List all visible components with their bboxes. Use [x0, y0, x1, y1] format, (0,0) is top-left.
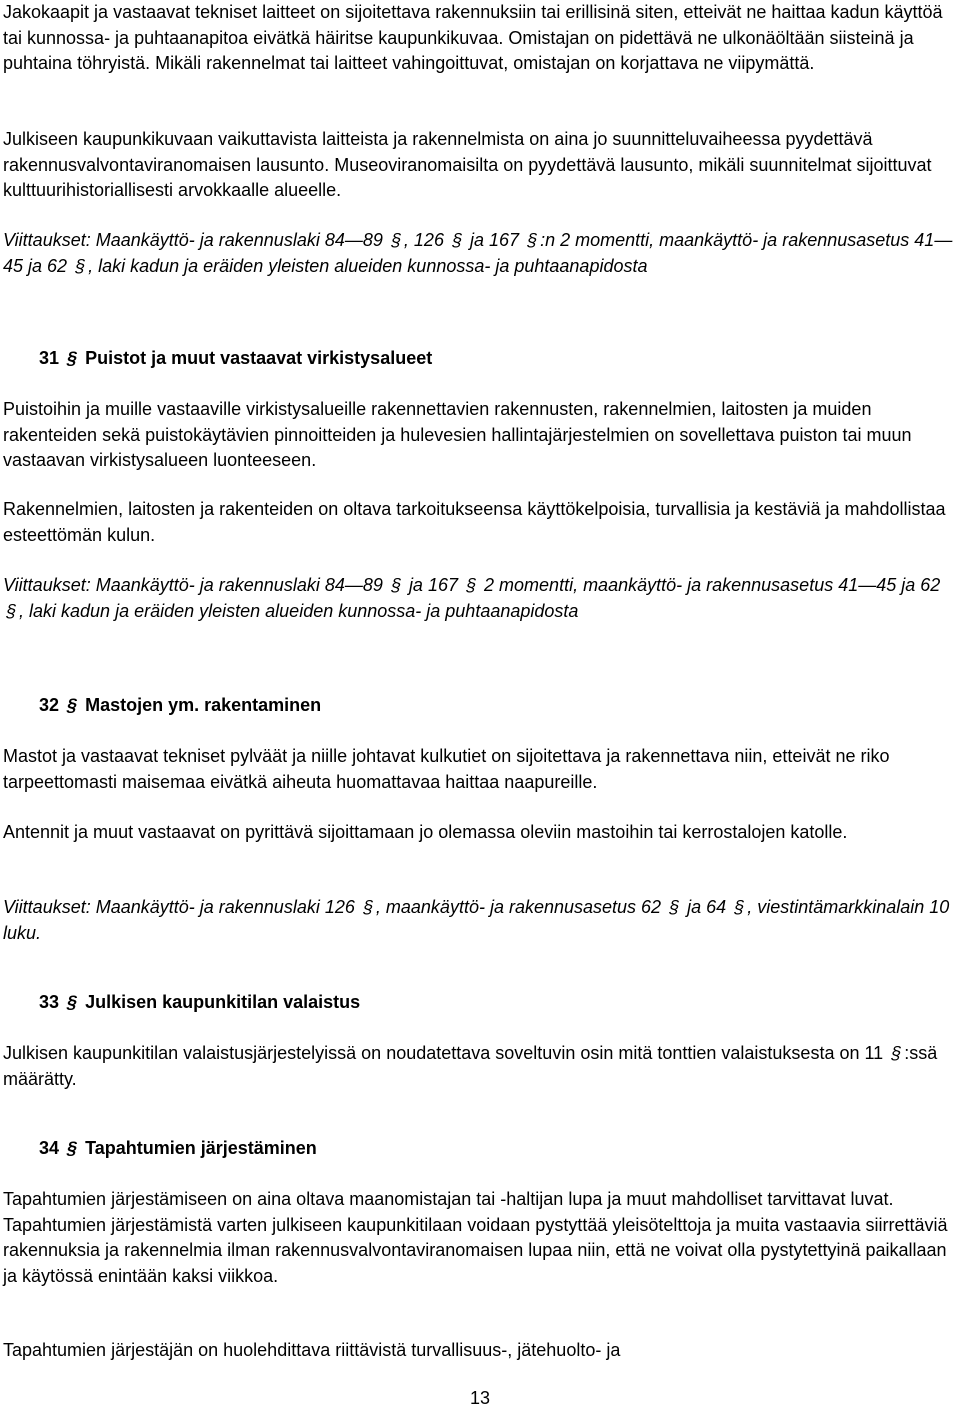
- paragraph-9: Tapahtumien järjestämistä varten julkiseen kaupunkitilaan voidaan pystyttää yleisötelttoja ja muita vastaavia siirrettäviä rakennuksia ja rakennelmia ilman rakennusvalvontaviranomaisen lupaa niin, että ne voivat olla pystytettyinä paikallaan ja käytössä enintään kaksi viikkoa.: [3, 1214, 948, 1286]
- section-32-title: Mastojen ym. rakentaminen: [85, 695, 322, 715]
- section-symbol: §: [450, 230, 465, 250]
- ref3-part-b: , maankäyttö- ja rakennusasetus 62: [375, 897, 662, 917]
- ref3-part-a: Viittaukset: Maankäyttö- ja rakennuslaki 126: [3, 897, 355, 917]
- paragraph-7-block: [3, 1041, 957, 1092]
- paragraph-7: [3, 1041, 957, 1092]
- ref2-part-d: 2 momentti, maankäyttö- ja rakennusasetus 41: [484, 575, 859, 595]
- paragraph-4: Rakennelmien, laitosten ja rakenteiden on oltava tarkoitukseensa käyttökelpoisia, turvallisia ja kestäviä ja mahdollistaa esteettömän kulun.: [3, 499, 946, 545]
- dash-symbol: —: [934, 230, 953, 250]
- ref1-part-e: :n 2 momentti, maankäyttö- ja rakennusasetus 41: [540, 230, 935, 250]
- paragraph-2: Julkiseen kaupunkikuvaan vaikuttavista laitteista ja rakennelmista on aina jo suunnitteluvaiheessa pyydettävä rakennusvalvontaviranomaisen lausunto. Museoviranomaisilta on pyydettävä lausunto, mikäli suunnitelmat sijoittuvat kulttuurihistoriallisesti arvokkaalle alueelle.: [3, 129, 932, 200]
- ref2-part-c: ja 167: [408, 575, 458, 595]
- section-31-heading: [3, 346, 957, 372]
- paragraph-8-block: [3, 1187, 957, 1289]
- section-symbol: §: [65, 992, 80, 1012]
- ref2-part-a: Viittaukset: Maankäyttö- ja rakennuslaki 84: [3, 575, 345, 595]
- section-31-number: 31: [39, 348, 60, 368]
- ref3-part-c: ja 64: [687, 897, 727, 917]
- paragraph-10: Tapahtumien järjestäjän on huolehdittava riittävistä turvallisuus-, jätehuolto- ja: [3, 1340, 621, 1360]
- section-33-heading-block: [3, 990, 957, 1016]
- section-33-number: 33: [39, 992, 60, 1012]
- ref1-part-f: 45 ja 62: [3, 255, 68, 276]
- ref1-part-a: Viittaukset: Maankäyttö- ja rakennuslaki 84: [3, 230, 345, 250]
- section-32-number: 32: [39, 695, 60, 715]
- paragraph-8: Tapahtumien järjestämiseen on aina oltava maanomistajan tai -haltijan lupa ja muut mahdolliset tarvittavat luvat.: [3, 1189, 894, 1209]
- paragraph-4-block: [3, 497, 957, 548]
- ref2-part-f: , laki kadun ja eräiden yleisten alueiden kunnossa- ja puhtaanapidosta: [19, 600, 579, 621]
- section-32-heading-block: [3, 693, 957, 719]
- section-34-heading: [3, 1136, 957, 1162]
- section-symbol: §: [667, 897, 682, 917]
- paragraph-1: Jakokaapit ja vastaavat tekniset laitteet on sijoitettava rakennuksiin tai erillisinä siten, etteivät ne haittaa kadun käyttöä tai kunnossa- ja puhtaanapitoa eivätkä häiritse kaupunkikuvaa. Omistajan on pidettävä ne ulkonäöltään siisteinä ja puhtaina töhryistä. Mikäli rakennelmat tai laitteet vahingoittuvat, omistajan on korjattava ne viipymättä.: [3, 2, 943, 73]
- section-symbol: §: [464, 575, 479, 595]
- section-symbol: §: [65, 1138, 80, 1158]
- ref2-part-b: 89: [362, 575, 383, 595]
- section-34-heading-block: [3, 1136, 957, 1162]
- section-31-title: Puistot ja muut vastaavat virkistysalueet: [85, 348, 433, 368]
- paragraph-2-block: [3, 127, 957, 204]
- section-symbol: §: [388, 575, 404, 595]
- ref2-part-e: 45 ja 62: [876, 575, 941, 595]
- section-symbol: §: [4, 600, 19, 621]
- section-symbol: §: [889, 1043, 904, 1063]
- section-symbol: §: [525, 230, 540, 250]
- ref3-part-d: , viestintämarkkinalain 10 luku.: [3, 897, 950, 943]
- paragraph-1-block: [3, 0, 957, 77]
- dash-symbol: —: [344, 230, 363, 250]
- ref1-part-b: 89: [362, 230, 383, 250]
- page-number: 13: [469, 1388, 491, 1408]
- paragraph-6-block: [3, 820, 957, 846]
- ref1-part-d: ja 167: [470, 230, 520, 250]
- dash-symbol: —: [858, 575, 877, 595]
- section-33-heading: [3, 990, 957, 1016]
- reference-2: [3, 573, 957, 624]
- paragraph-7-part-b: :ssä määrätty.: [3, 1043, 938, 1089]
- paragraph-7-part-a: Julkisen kaupunkitilan valaistusjärjestelyissä on noudatettava soveltuvin osin mitä tonttien valaistuksesta on 11: [3, 1043, 884, 1063]
- section-34-title: Tapahtumien järjestäminen: [85, 1138, 317, 1158]
- section-symbol: §: [732, 897, 747, 917]
- section-34-number: 34: [39, 1138, 60, 1158]
- reference-3-block: [3, 895, 957, 946]
- section-symbol: §: [360, 897, 376, 917]
- section-symbol: §: [65, 695, 80, 715]
- ref1-part-g: , laki kadun ja eräiden yleisten alueiden kunnossa- ja puhtaanapidosta: [88, 255, 648, 276]
- paragraph-3-block: [3, 397, 957, 474]
- section-32-heading: [3, 693, 957, 719]
- section-symbol: §: [73, 255, 88, 276]
- paragraph-10-block: [3, 1338, 957, 1364]
- paragraph-5: Mastot ja vastaavat tekniset pylväät ja niille johtavat kulkutiet on sijoitettava ja rakennettava niin, etteivät ne riko tarpeettomasti maisemaa eivätkä aiheuta huomattavaa haittaa naapureille.: [3, 746, 890, 792]
- paragraph-5-block: [3, 744, 957, 795]
- dash-symbol: —: [344, 575, 363, 595]
- ref1-part-c: , 126: [403, 230, 444, 250]
- paragraph-6: Antennit ja muut vastaavat on pyrittävä sijoittamaan jo olemassa oleviin mastoihin tai kerrostalojen katolle.: [3, 822, 848, 842]
- reference-1: [3, 228, 957, 279]
- section-symbol: §: [65, 348, 80, 368]
- paragraph-3: Puistoihin ja muille vastaaville virkistysalueille rakennettavien rakennusten, rakennelmien, laitosten ja muiden rakenteiden sekä puistokäytävien pinnoitteiden ja hulevesien hallintajärjestelmien on sovellettava puiston tai muun vastaavan virkistysalueen luonteeseen.: [3, 399, 912, 470]
- section-33-title: Julkisen kaupunkitilan valaistus: [85, 992, 361, 1012]
- reference-2-block: [3, 573, 957, 624]
- reference-1-block: [3, 228, 957, 279]
- reference-3: [3, 895, 957, 946]
- section-symbol: §: [388, 230, 404, 250]
- section-31-heading-block: [3, 346, 957, 372]
